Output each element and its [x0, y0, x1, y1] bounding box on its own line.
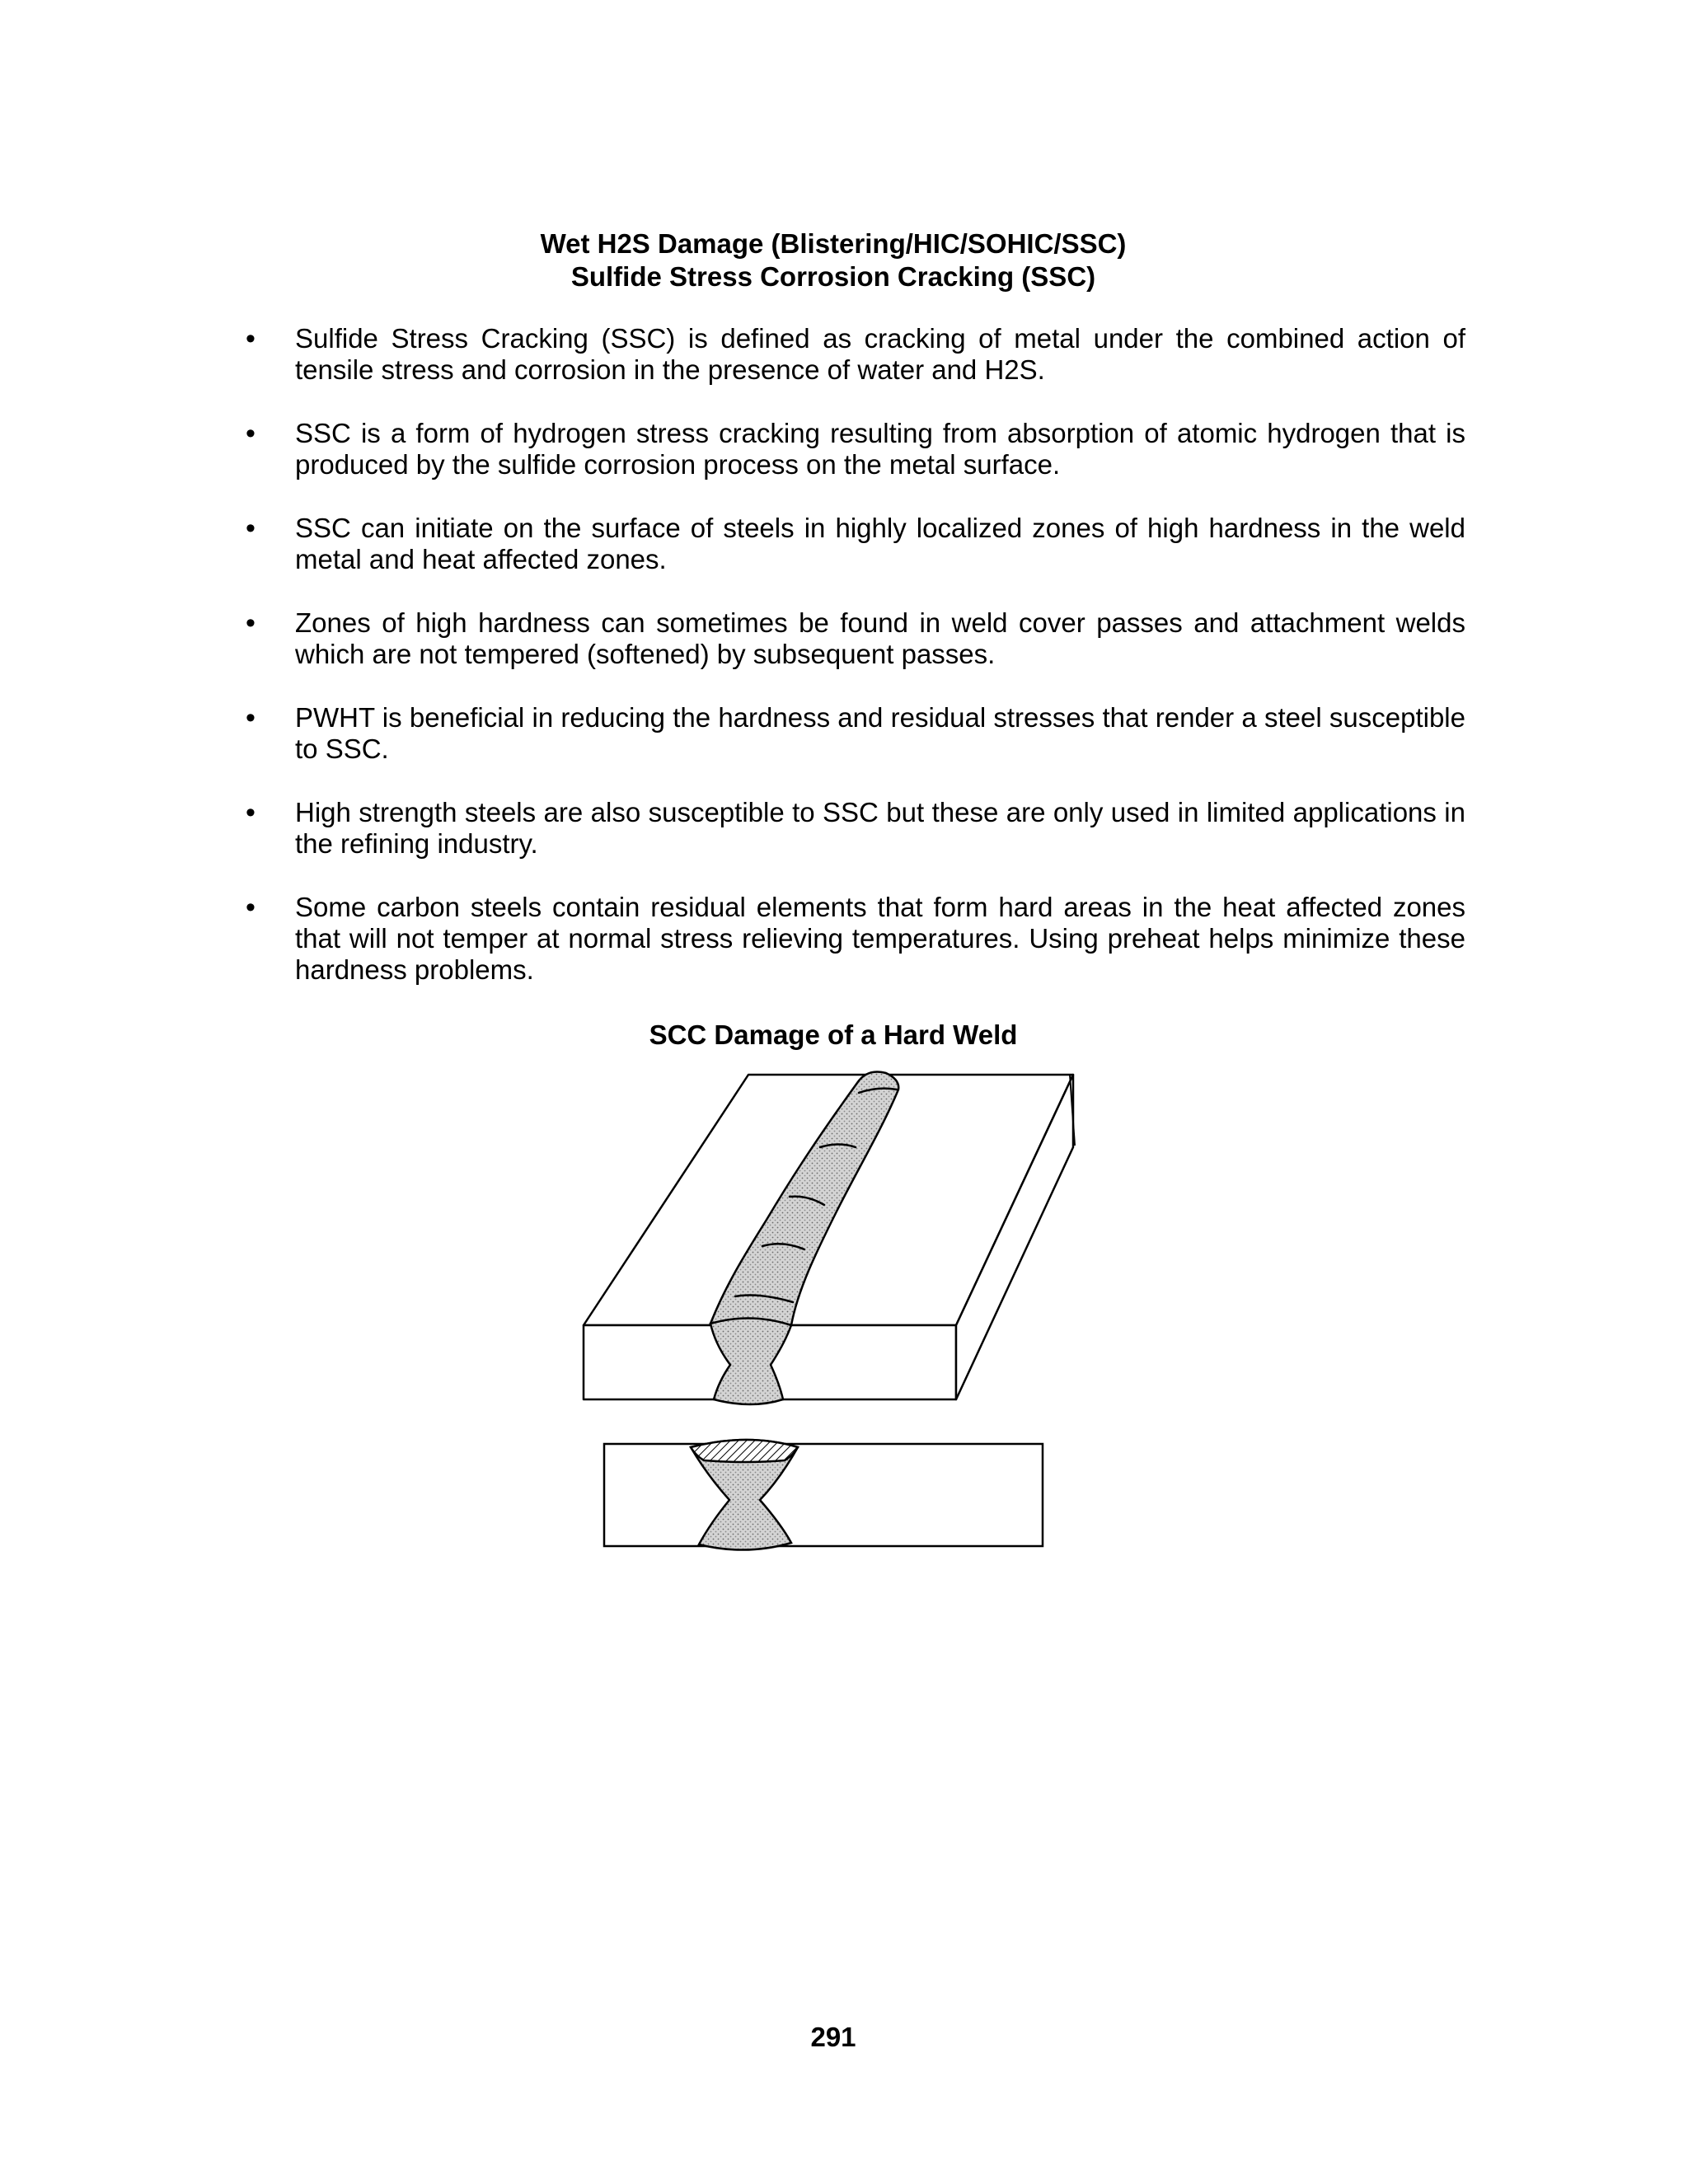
bullet-item: [246, 892, 1465, 986]
bullet-text: High strength steels are also susceptible to SSC but these are only used in limited applications in the refining industry.: [295, 797, 1465, 859]
weld-cross-section-plate: [604, 1440, 1043, 1550]
weld-diagram: [569, 1063, 1096, 1558]
bullet-dot-icon: •: [246, 607, 256, 639]
plate-section: [604, 1444, 1043, 1546]
page-number: 291: [810, 2022, 856, 2052]
bullet-item: [246, 418, 1465, 480]
page-subtitle: Sulfide Stress Corrosion Cracking (SSC): [570, 261, 1096, 292]
bullet-item: [246, 607, 1465, 670]
page-title: Wet H2S Damage (Blistering/HIC/SOHIC/SSC): [540, 228, 1127, 259]
bullet-text: SSC is a form of hydrogen stress cracking resulting from absorption of atomic hydrogen that is produced by the sulfide corrosion process on the metal surface.: [295, 418, 1465, 480]
bullet-item: [246, 702, 1465, 765]
bullet-item: [246, 797, 1465, 860]
bullet-text: Zones of high hardness can sometimes be found in weld cover passes and attachment welds which are not tempered (softened) by subsequent passes.: [295, 607, 1465, 669]
bullet-text: PWHT is beneficial in reducing the hardness and residual stresses that render a steel susceptible to SSC.: [295, 702, 1465, 764]
bullet-dot-icon: •: [246, 702, 256, 733]
bullet-dot-icon: •: [246, 892, 256, 923]
bullet-list: [246, 323, 1465, 1018]
bullet-text: SSC can initiate on the surface of steels in highly localized zones of high hardness in the weld metal and heat affected zones.: [295, 513, 1465, 574]
figure-caption: SCC Damage of a Hard Weld: [649, 1019, 1018, 1050]
bullet-item: [246, 323, 1465, 386]
bullet-dot-icon: •: [246, 797, 256, 828]
bullet-text: Sulfide Stress Cracking (SSC) is defined as cracking of metal under the combined action of tensile stress and corrosion in the presence of water and H2S.: [295, 323, 1465, 385]
bullet-dot-icon: •: [246, 513, 256, 544]
bullet-item: [246, 513, 1465, 575]
bullet-dot-icon: •: [246, 323, 256, 354]
hardened-cap-zone: [691, 1440, 798, 1462]
bullet-text: Some carbon steels contain residual elements that form hard areas in the heat affected zones that will not temper at normal stress relieving temperatures. Using preheat helps minimize these hardness problems.: [295, 892, 1465, 985]
bullet-dot-icon: •: [246, 418, 256, 449]
